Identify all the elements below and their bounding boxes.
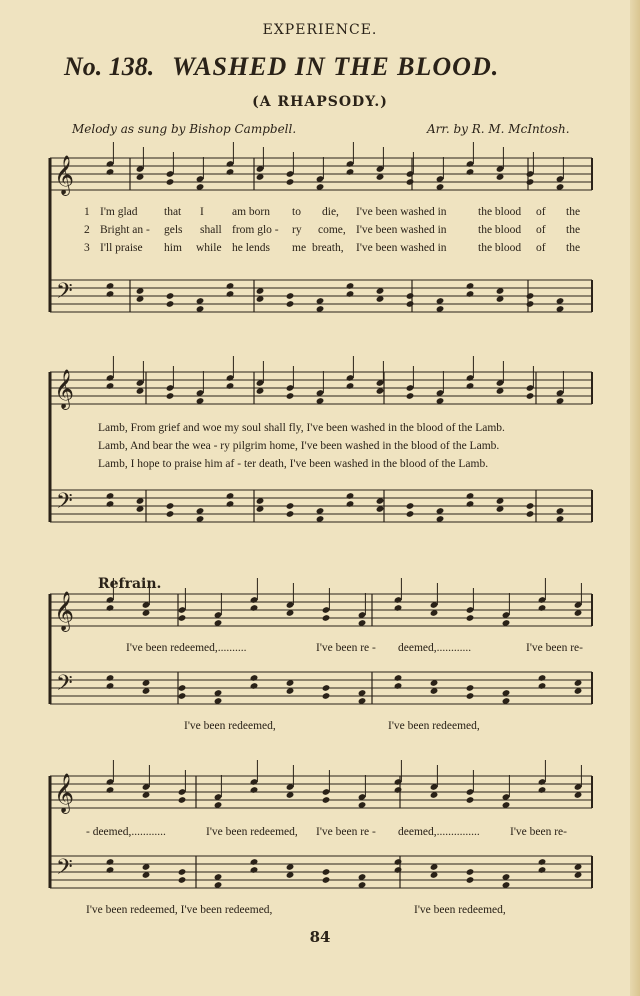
lyric-word: ry	[292, 224, 302, 236]
notehead	[466, 290, 475, 298]
notehead	[526, 178, 535, 186]
notehead	[250, 674, 259, 682]
refrain-lyric: I've been redeemed,	[206, 826, 298, 838]
notehead	[394, 866, 403, 874]
lyric-word: the blood	[478, 206, 522, 218]
notehead	[394, 674, 403, 682]
notehead	[106, 282, 115, 290]
arranger-credit: Arr. by R. M. McIntosh.	[427, 122, 570, 136]
treble-clef-icon: 𝄞	[54, 155, 75, 195]
treble-clef-icon: 𝄞	[54, 773, 75, 813]
notehead	[106, 786, 115, 794]
lyric-word: the	[566, 224, 581, 236]
notehead	[526, 292, 535, 300]
notehead	[226, 382, 235, 390]
treble-clef-icon: 𝄞	[54, 591, 75, 631]
notehead	[106, 858, 115, 866]
notehead	[394, 682, 403, 690]
refrain-lyric: I've been re-	[510, 826, 567, 838]
notehead	[166, 392, 175, 400]
lyric-word: me	[292, 242, 307, 254]
notehead	[226, 290, 235, 298]
notehead	[346, 290, 355, 298]
section-heading: EXPERIENCE.	[262, 22, 378, 38]
hymn-subtitle: (A RHAPSODY.)	[252, 94, 388, 110]
lyric-word: to	[292, 206, 301, 218]
notehead	[166, 178, 175, 186]
notehead	[106, 682, 115, 690]
notehead	[466, 492, 475, 500]
notehead	[178, 614, 187, 622]
lyric-word: the	[566, 206, 581, 218]
refrain-lyric: - deemed,............	[86, 826, 166, 838]
notehead	[466, 282, 475, 290]
notehead	[322, 876, 331, 884]
notehead	[106, 492, 115, 500]
lyric-word: 3	[84, 242, 90, 254]
notehead	[226, 168, 235, 176]
lyric-word: I	[200, 206, 204, 218]
bass-clef-icon: 𝄢	[56, 671, 73, 701]
lyric-word: the blood	[478, 242, 522, 254]
notehead	[166, 300, 175, 308]
notehead	[466, 684, 475, 692]
notehead	[406, 292, 415, 300]
notehead	[394, 858, 403, 866]
notehead	[322, 868, 331, 876]
lyric-word: 1	[84, 206, 90, 218]
lyric-word: of	[536, 206, 546, 218]
refrain-lyric: deemed,...............	[398, 826, 480, 838]
notehead	[166, 292, 175, 300]
notehead	[346, 168, 355, 176]
notehead	[466, 868, 475, 876]
notehead	[538, 682, 547, 690]
notehead	[250, 682, 259, 690]
notehead	[178, 692, 187, 700]
notehead	[538, 604, 547, 612]
notehead	[346, 500, 355, 508]
lyric-word: Bright an -	[100, 224, 150, 236]
melody-credit: Melody as sung by Bishop Campbell.	[72, 122, 297, 136]
lyric-word: I've been washed in	[356, 224, 447, 236]
lyric-word: of	[536, 242, 546, 254]
lyric-word: die,	[322, 206, 339, 218]
notehead	[394, 604, 403, 612]
system2-verse2: Lamb, And bear the wea - ry pilgrim home, I've been washed in the blood of the Lamb.	[98, 440, 500, 452]
refrain-lyric: I've been redeemed,	[414, 904, 506, 916]
notehead	[466, 500, 475, 508]
lyric-word: that	[164, 206, 182, 218]
bass-clef-icon: 𝄢	[56, 279, 73, 309]
notehead	[226, 500, 235, 508]
notehead	[178, 684, 187, 692]
notehead	[226, 492, 235, 500]
notehead	[406, 502, 415, 510]
refrain-lyric: deemed,............	[398, 642, 472, 654]
lyric-word: I've been washed in	[356, 242, 447, 254]
refrain-lyric: I've been redeemed, I've been redeemed,	[86, 904, 273, 916]
notehead	[406, 178, 415, 186]
notehead	[466, 168, 475, 176]
notehead	[346, 382, 355, 390]
notehead	[286, 300, 295, 308]
hymn-title: WASHED IN THE BLOOD.	[172, 52, 500, 81]
notehead	[346, 282, 355, 290]
notehead	[106, 604, 115, 612]
notehead	[286, 502, 295, 510]
notehead	[166, 510, 175, 518]
lyric-word: of	[536, 224, 546, 236]
notehead	[406, 392, 415, 400]
lyric-word: I've been washed in	[356, 206, 447, 218]
lyric-word: I'll praise	[100, 242, 143, 254]
notehead	[538, 674, 547, 682]
hymn-number: No. 138.	[64, 52, 155, 81]
lyric-word: the blood	[478, 224, 522, 236]
notehead	[106, 500, 115, 508]
notehead	[538, 858, 547, 866]
system2-verse3: Lamb, I hope to praise him af - ter death, I've been washed in the blood of the Lamb.	[98, 458, 489, 470]
notehead	[466, 614, 475, 622]
refrain-lyric: I've been redeemed,	[388, 720, 480, 732]
lyric-word: shall	[200, 224, 222, 236]
lyric-word: from glo -	[232, 224, 279, 236]
lyric-word: he lends	[232, 242, 271, 254]
notehead	[526, 392, 535, 400]
treble-clef-icon: 𝄞	[54, 369, 75, 409]
lyric-word: gels	[164, 224, 183, 236]
lyric-word: while	[196, 242, 222, 254]
notehead	[286, 292, 295, 300]
notehead	[526, 502, 535, 510]
notehead	[466, 382, 475, 390]
system2-verse1: Lamb, From grief and woe my soul shall fly, I've been washed in the blood of the Lamb.	[98, 422, 505, 434]
notehead	[526, 300, 535, 308]
lyric-word: him	[164, 242, 182, 254]
bass-clef-icon: 𝄢	[56, 855, 73, 885]
notehead	[466, 876, 475, 884]
refrain-label: Refrain.	[98, 576, 162, 592]
notehead	[178, 868, 187, 876]
lyric-word: I'm glad	[100, 206, 138, 218]
lyric-word: breath,	[312, 242, 344, 254]
notehead	[322, 684, 331, 692]
notehead	[286, 392, 295, 400]
notehead	[322, 796, 331, 804]
notehead	[106, 382, 115, 390]
notehead	[406, 510, 415, 518]
refrain-lyric: I've been re -	[316, 826, 376, 838]
notehead	[466, 796, 475, 804]
notehead	[166, 502, 175, 510]
notehead	[406, 300, 415, 308]
notehead	[226, 282, 235, 290]
notehead	[250, 866, 259, 874]
notehead	[346, 492, 355, 500]
notehead	[106, 290, 115, 298]
lyric-word: the	[566, 242, 581, 254]
notehead	[178, 796, 187, 804]
refrain-lyric: I've been redeemed,	[184, 720, 276, 732]
refrain-lyric: I've been redeemed,..........	[126, 642, 247, 654]
notehead	[322, 692, 331, 700]
notehead	[286, 510, 295, 518]
notehead	[394, 786, 403, 794]
bass-clef-icon: 𝄢	[56, 489, 73, 519]
notehead	[178, 876, 187, 884]
page-number: 84	[309, 928, 331, 946]
page-edge	[630, 0, 640, 996]
notehead	[538, 866, 547, 874]
refrain-lyric: I've been re -	[316, 642, 376, 654]
lyric-word: come,	[318, 224, 346, 236]
notehead	[286, 178, 295, 186]
notehead	[250, 786, 259, 794]
notehead	[106, 168, 115, 176]
notehead	[106, 866, 115, 874]
lyric-word: 2	[84, 224, 90, 236]
notehead	[538, 786, 547, 794]
refrain-lyric: I've been re-	[526, 642, 583, 654]
notehead	[466, 692, 475, 700]
notehead	[322, 614, 331, 622]
notehead	[250, 858, 259, 866]
lyric-word: am born	[232, 206, 271, 218]
notehead	[106, 674, 115, 682]
notehead	[526, 510, 535, 518]
notehead	[250, 604, 259, 612]
